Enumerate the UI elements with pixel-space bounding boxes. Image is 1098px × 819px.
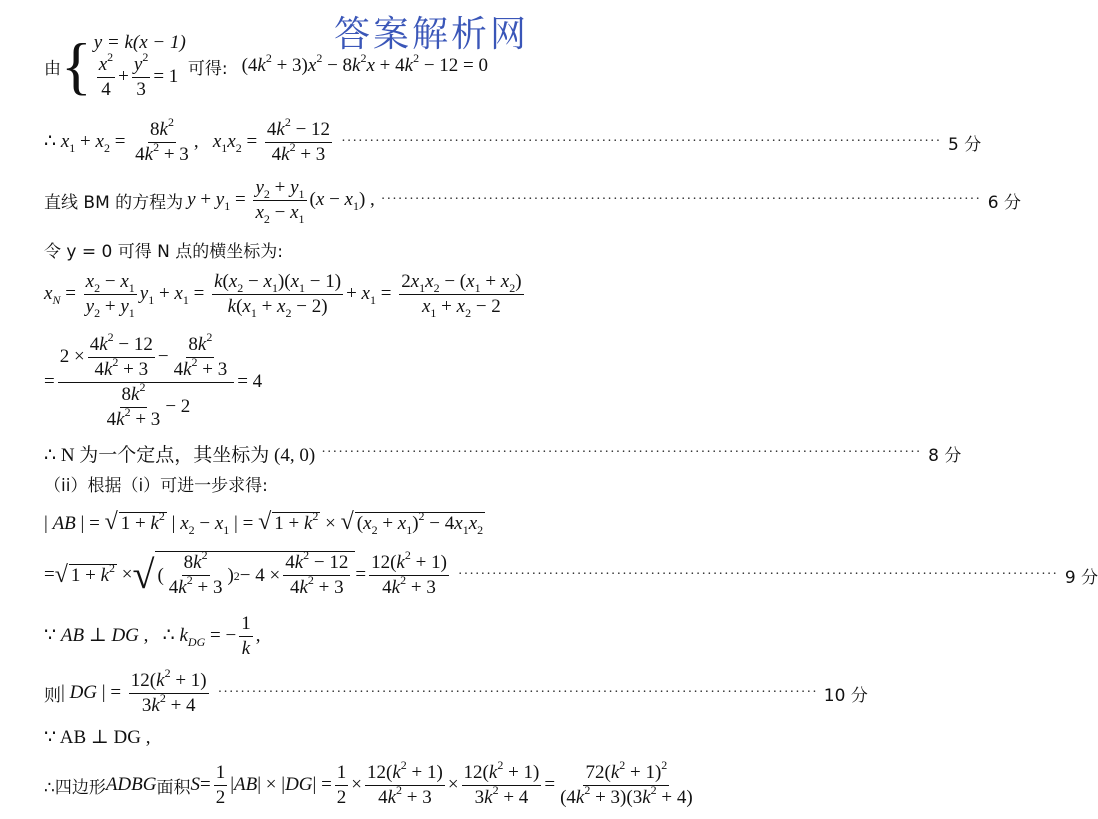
line-bm-equation: [44, 174, 1021, 226]
perpendicular-slope-line: [44, 610, 260, 662]
fixed-point-line: [44, 440, 962, 466]
perpendicular-slope: ∵ AB ⊥ DG , ∴ $k_{DG}$ = − $\frac{1}{k}$ ,: [44, 612, 261, 659]
system-line: [44, 24, 488, 108]
system-block: [94, 32, 186, 101]
xn-formula: $x_N$ = $\frac{x_2 - x_1}{y_2 + y_1}$ $y_1 + x_1$ = $\frac{k(x_2 - x_1)(x_1 - 1)}{k(x_1 + x_2 - 2)}$ + $x_1$ = $\frac{2x_1x_2 - (x_1 + x_2)}{x_1 + x_2 - 2}$: [44, 270, 522, 320]
score-label: 8 分: [928, 445, 962, 466]
fixed-point-text: ∴ N 为一个定点，其坐标为 (4, 0): [44, 444, 316, 466]
ab-length-line: [44, 502, 485, 542]
part-ii-line: [44, 470, 268, 496]
leader-dots: ··········································································································: [380, 192, 981, 207]
watermark-text: 答案解析网: [334, 14, 530, 55]
xn-substitution: [44, 326, 262, 438]
leader-dots: ··········································································································: [217, 685, 818, 700]
xn-compound-fraction: = 2 × $4k^2 - 12$ $4k^2 + 3$ − $8k^2$ $4k^2 + 3$ $8k^2$ $4k^2 + 3$ − 2 = 4: [44, 329, 263, 430]
quadratic-equation: $(4k^2 + 3)x^2 - 8k^2x + 4k^2 - 12 = 0$: [241, 51, 488, 76]
ab-length-result: [44, 546, 1098, 604]
brace-symbol: {: [61, 30, 92, 101]
set-y-zero-text: 令 y = 0 可得 N 点的横坐标为:: [44, 241, 283, 262]
dg-prefix: 则: [44, 685, 61, 706]
yields-text: 可得:: [187, 58, 228, 79]
leader-dots: ··········································································································: [321, 445, 922, 460]
area-word: 面积: [156, 777, 191, 798]
because-line: [44, 724, 151, 750]
area-line: [44, 756, 698, 814]
leader-dots: ··········································································································: [457, 567, 1059, 582]
xn-derivation: [44, 264, 527, 324]
leader-dots: ··········································································································: [341, 134, 942, 149]
vieta-line: [44, 114, 982, 168]
line-bm-text: 直线 BM 的方程为: [44, 192, 184, 213]
dg-length-line: [44, 665, 868, 720]
score-label: 9 分: [1064, 567, 1098, 588]
ab-length-formula: | AB | = √ $1 + k^2$ | $x_2 - x_1$ | = √ $1 + k^2$ × √ $(x_2 + x_1)^2 - 4x_1x_2$: [44, 508, 484, 537]
set-y-zero-line: [44, 236, 283, 262]
area-prefix: ∴四边形: [44, 777, 106, 798]
score-label: 5 分: [948, 134, 982, 155]
line-bm-formula: $y + y_1$ = $\frac{y_2 + y_1}{x_2 - x_1}$ $(x - x_1)$ ,: [187, 176, 375, 226]
system-eq-ellipse: $\frac{x^2}{4}$ + $\frac{y^2}{3}$ = 1: [98, 49, 179, 100]
ab-length-expanded: = √ $1 + k^2$ × √ ( $8k^2$ $4k^2 + 3$ ) 2 − 4 × $4k^2 - 12$ $4k^2 + 3$ = $12(k^2 + 1)$ $4k^2 + 3$: [44, 547, 447, 598]
score-label: 6 分: [987, 192, 1021, 213]
system-eq-line: y = k(x − 1): [93, 31, 186, 53]
dg-length-formula: | DG | = $\frac{12(k^2 + 1)}{3k^2 + 4}$: [61, 665, 207, 716]
intro-char: 由: [44, 58, 61, 79]
area-formula: S = 1 2 | AB | × | DG | = 1 2 × $12(k^2 + 1)$ $4k^2 + 3$ × $12(k^2 + 1)$ $3k^2 + 4$ = $72(k^2 + 1)^2$ $(4k^2 + 3)(3k^2 + 4)$: [190, 757, 693, 808]
part-ii-text: （ii）根据（i）可进一步求得:: [44, 475, 268, 496]
because-text: ∵ AB ⊥ DG ,: [44, 726, 151, 748]
quadrilateral-name: ADBG: [105, 774, 157, 795]
vieta-formulas: ∴ $x_1 + x_2$ = $\frac{8k^2}{4k^2 + 3}$ , $x_1x_2$ = $\frac{4k^2 - 12}{4k^2 + 3}$: [44, 114, 331, 165]
score-label: 10 分: [823, 685, 868, 706]
